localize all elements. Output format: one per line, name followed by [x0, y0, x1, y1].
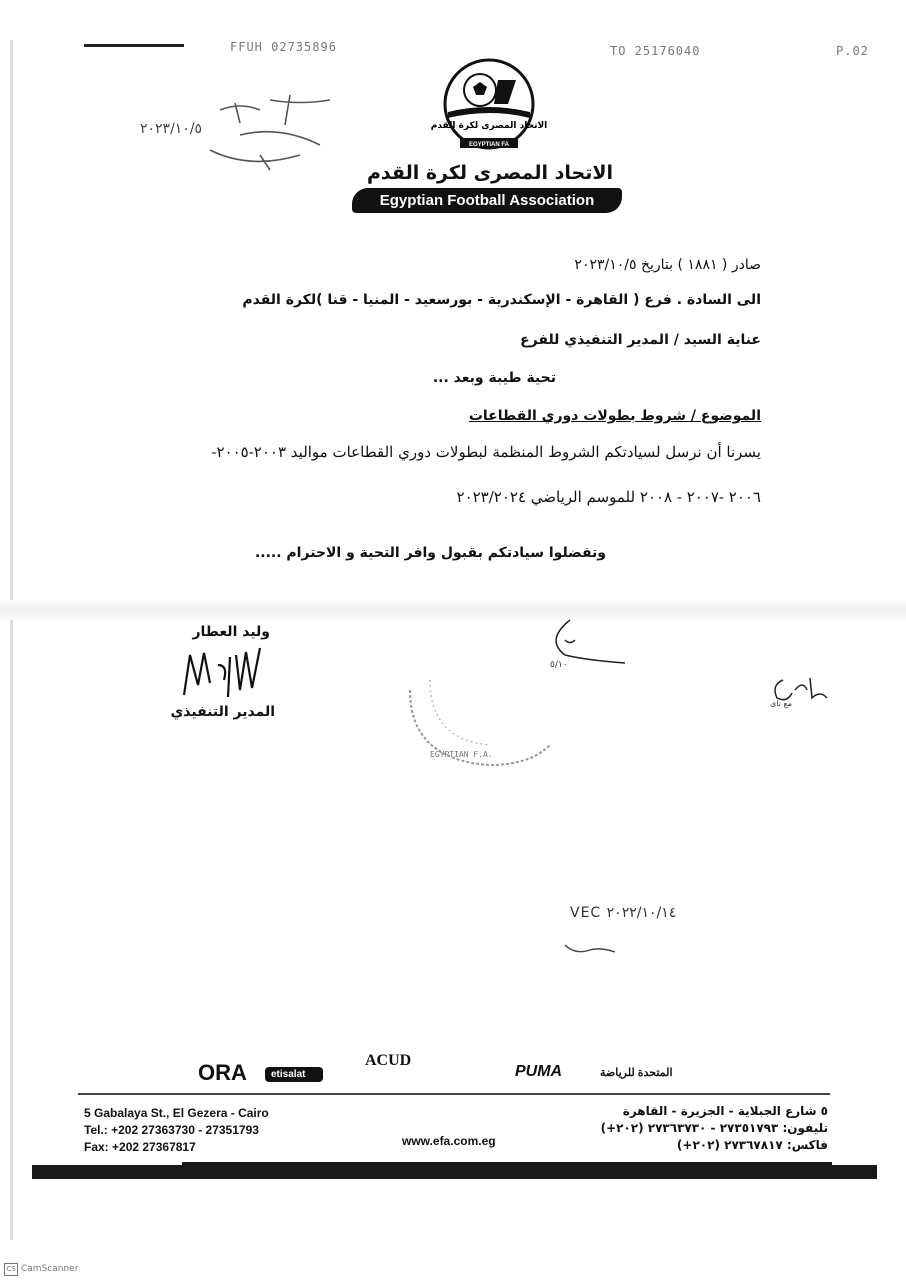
footer-address-arabic [601, 1103, 828, 1154]
scan-edge [10, 40, 13, 1240]
body-line-2: ٢٠٠٦ -٢٠٠٧ - ٢٠٠٨ للموسم الرياضي ٢٠٢٣/٢٠٢٤ [456, 488, 761, 506]
footer-address-en-line3: Fax: +202 27367817 [84, 1140, 196, 1154]
sponsor-acud-logo: ACUD [365, 1052, 412, 1069]
scanner-logo-icon: CS [4, 1263, 18, 1276]
handwritten-date: ٢٠٢٣/١٠/٥ [140, 121, 203, 137]
sponsor-ora-logo: ORA [198, 1060, 247, 1085]
initials-date: ٥/١٠ [550, 660, 568, 670]
sponsor-logos [190, 1050, 730, 1090]
logo-arabic-text: الاتحاد المصرى لكرة القدم [430, 121, 548, 131]
footer-website: www.efa.com.eg [402, 1134, 496, 1148]
handwritten-note [140, 95, 350, 180]
footer-bar [32, 1162, 877, 1182]
fax-header [80, 40, 880, 58]
right-margin-scribble [765, 668, 835, 708]
fax-header-left: FFUH 02735896 [230, 40, 337, 54]
fax-header-to: TO 25176040 [610, 44, 701, 58]
fax-header-bar [84, 44, 184, 47]
fax-header-page: P.02 [836, 44, 869, 58]
addressee-line: الى السادة . فرع ( القاهرة - الإسكندرية - بورسعيد - المنيا - قنا )لكرة القدم [242, 292, 761, 308]
org-name-arabic: الاتحاد المصرى لكرة القدم [367, 162, 613, 184]
efa-logo [430, 60, 548, 160]
sponsor-puma-logo: PUMA [515, 1063, 563, 1080]
issued-number-line: صادر ( ١٨٨١ ) بتاريخ ٢٠٢٣/١٠/٥ [574, 257, 761, 273]
signatory-title: المدير التنفيذي [170, 704, 275, 720]
reference-note: VEC ٢٠٢٢/١٠/١٤ [570, 905, 677, 921]
scanner-name: CamScanner [21, 1264, 79, 1274]
paper-fold [0, 600, 906, 620]
sponsor-united-sports-logo: المتحدة للرياضة [600, 1067, 673, 1079]
signatory-name: وليد العطار [192, 624, 270, 640]
org-name-english: Egyptian Football Association [352, 188, 622, 213]
footer-rule [78, 1093, 830, 1095]
handwritten-signature [170, 645, 270, 705]
scanner-watermark [4, 1263, 78, 1276]
attention-line: عناية السيد / المدير التنفيذي للفرع [520, 332, 761, 348]
greeting-line: تحية طيبة وبعد ... [432, 370, 556, 386]
reference-scribble [560, 935, 620, 960]
body-line-1: يسرنا أن نرسل لسيادتكم الشروط المنظمة لبطولات دوري القطاعات مواليد ٢٠٠٣-٢٠٠٥- [211, 443, 761, 461]
stamp-text: EGYPTIAN F.A. [430, 750, 493, 759]
footer-address-ar-line2: تليفون: ٢٧٣٥١٧٩٣ - ٢٧٣٦٣٧٣٠ (٢٠٢+) [600, 1121, 828, 1135]
sponsor-etisalat-logo: etisalat [265, 1067, 323, 1082]
faded-stamp [400, 660, 560, 770]
footer-address-en-line2: Tel.: +202 27363730 - 27351793 [84, 1123, 259, 1137]
footer-address-en-line1: 5 Gabalaya St., El Gezera - Cairo [84, 1106, 269, 1120]
footer-address-english [84, 1105, 269, 1156]
closing-line: وتفضلوا سيادتكم بقبول وافر التحية و الاحترام ..... [254, 545, 606, 561]
right-note-text: مع ناى [770, 699, 793, 708]
footer-address-ar-line3: فاكس: ٢٧٣٦٧٨١٧ (٢٠٢+) [676, 1138, 828, 1152]
subject-line: الموضوع / شروط بطولات دوري القطاعات [468, 408, 761, 424]
logo-english-text: EGYPTIAN FA [468, 142, 510, 148]
footer-address-ar-line1: ٥ شارع الجبلاية - الجزيرة - القاهرة [622, 1104, 828, 1118]
